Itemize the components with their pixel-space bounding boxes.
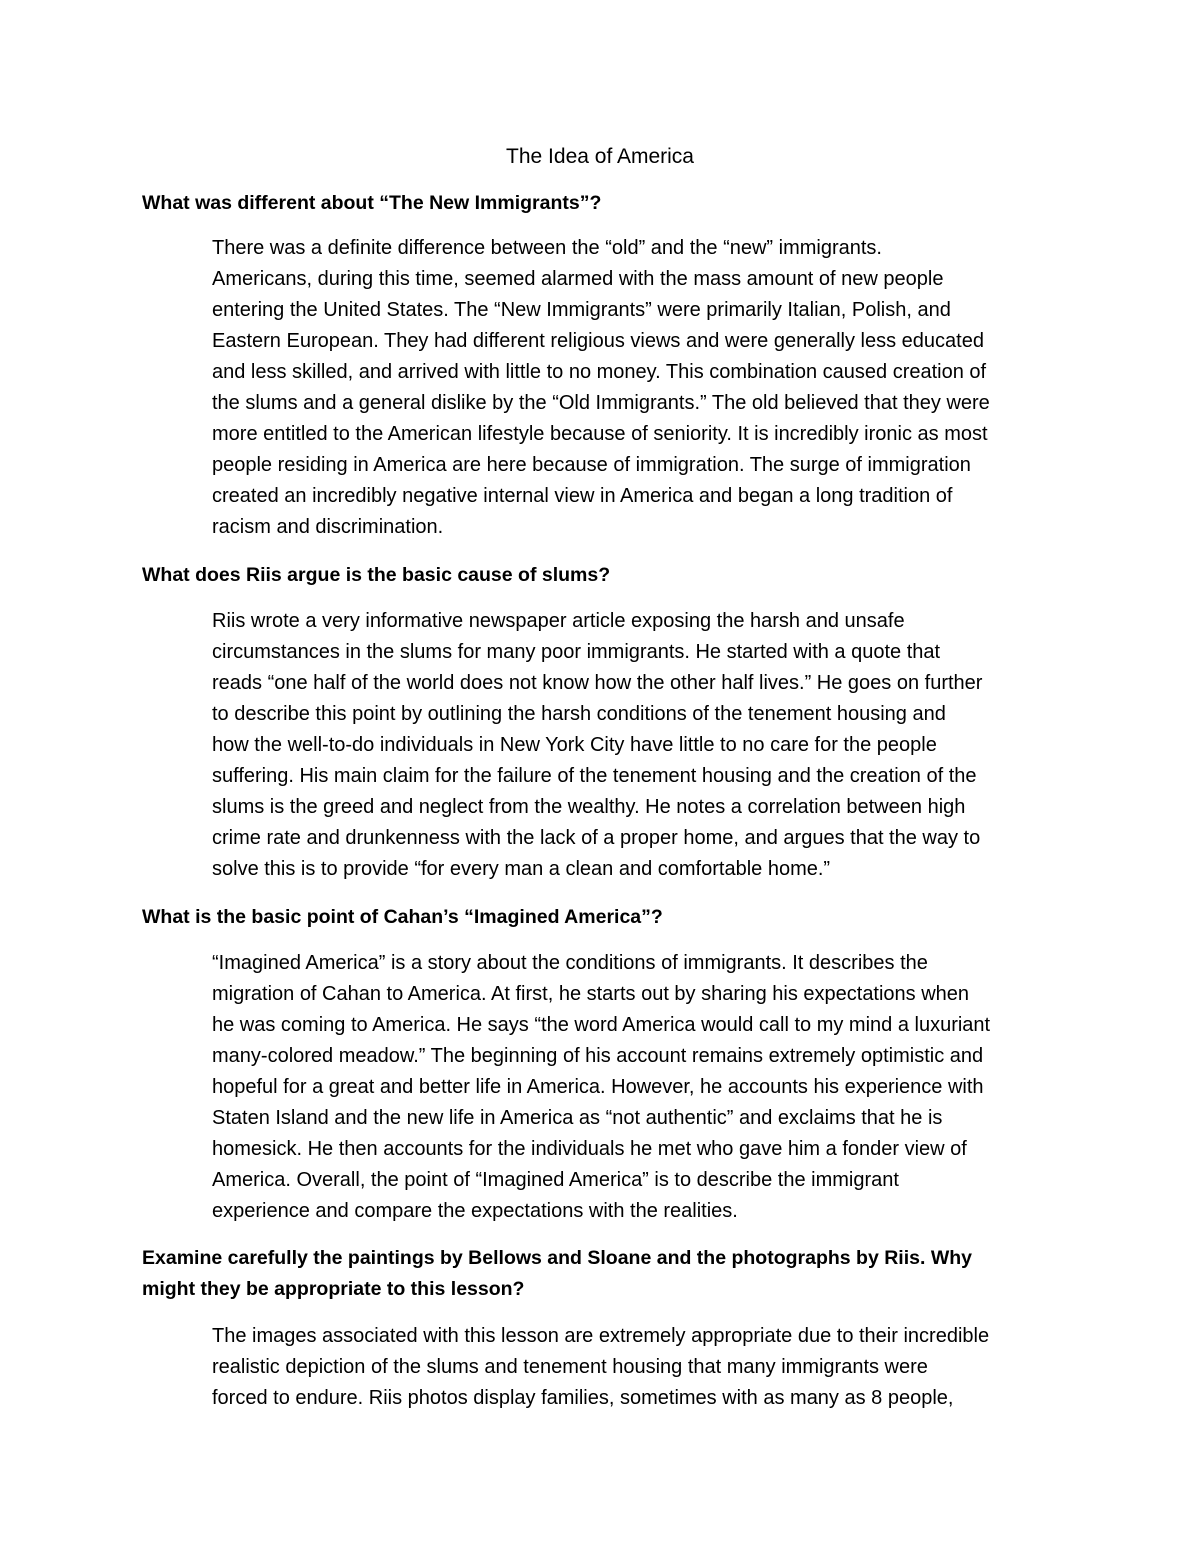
answer-line: people residing in America are here because of immigration. The surge of immigration (212, 454, 971, 476)
answer-line: slums is the greed and neglect from the wealthy. He notes a correlation between high (212, 796, 966, 818)
answer-line: There was a definite difference between the “old” and the “new” immigrants. (212, 237, 882, 259)
answer-line: entering the United States. The “New Immigrants” were primarily Italian, Polish, and (212, 299, 951, 321)
answer-line: and less skilled, and arrived with little to no money. This combination caused creation of (212, 361, 987, 383)
answer-line: “Imagined America” is a story about the conditions of immigrants. It describes the (212, 952, 928, 974)
answer-line: suffering. His main claim for the failure of the tenement housing and the creation of the (212, 765, 977, 787)
section-question: What is the basic point of Cahan’s “Imagined America”? (142, 906, 663, 928)
section-question: What was different about “The New Immigrants”? (142, 192, 602, 214)
answer-line: experience and compare the expectations with the realities. (212, 1200, 738, 1222)
answer-line: circumstances in the slums for many poor immigrants. He started with a quote that (212, 641, 941, 663)
answer-line: The images associated with this lesson are extremely appropriate due to their incredible (212, 1325, 990, 1347)
document-title: The Idea of America (506, 145, 694, 168)
answer-line: many-colored meadow.” The beginning of his account remains extremely optimistic and (212, 1045, 984, 1067)
answer-line: reads “one half of the world does not know how the other half lives.” He goes on further (212, 672, 983, 694)
answer-line: forced to endure. Riis photos display families, sometimes with as many as 8 people, (212, 1387, 954, 1409)
answer-line: migration of Cahan to America. At first, he starts out by sharing his expectations when (212, 983, 970, 1005)
answer-line: to describe this point by outlining the harsh conditions of the tenement housing and (212, 703, 946, 725)
answer-line: realistic depiction of the slums and tenement housing that many immigrants were (212, 1356, 928, 1378)
answer-line: America. Overall, the point of “Imagined America” is to describe the immigrant (212, 1169, 899, 1191)
answer-line: racism and discrimination. (212, 516, 444, 538)
answer-line: Riis wrote a very informative newspaper article exposing the harsh and unsafe (212, 610, 905, 632)
answer-line: crime rate and drunkenness with the lack of a proper home, and argues that the way to (212, 827, 981, 849)
answer-line: he was coming to America. He says “the word America would call to my mind a luxuriant (212, 1014, 991, 1036)
answer-line: solve this is to provide “for every man a clean and comfortable home.” (212, 858, 831, 880)
answer-line: more entitled to the American lifestyle because of seniority. It is incredibly ironic as most (212, 423, 988, 445)
answer-line: hopeful for a great and better life in America. However, he accounts his experience with (212, 1076, 984, 1098)
answer-line: how the well-to-do individuals in New York City have little to no care for the people (212, 734, 937, 756)
section-question: Examine carefully the paintings by Bellows and Sloane and the photographs by Riis. Why (142, 1247, 972, 1269)
section-question: What does Riis argue is the basic cause of slums? (142, 564, 611, 586)
answer-line: Eastern European. They had different religious views and were generally less educated (212, 330, 984, 352)
answer-line: homesick. He then accounts for the individuals he met who gave him a fonder view of (212, 1138, 967, 1160)
answer-line: the slums and a general dislike by the “Old Immigrants.” The old believed that they were (212, 392, 990, 414)
answer-line: Americans, during this time, seemed alarmed with the mass amount of new people (212, 268, 944, 290)
section-question: might they be appropriate to this lesson? (142, 1278, 525, 1300)
answer-line: created an incredibly negative internal view in America and began a long tradition of (212, 485, 953, 507)
answer-line: Staten Island and the new life in America as “not authentic” and exclaims that he is (212, 1107, 943, 1129)
